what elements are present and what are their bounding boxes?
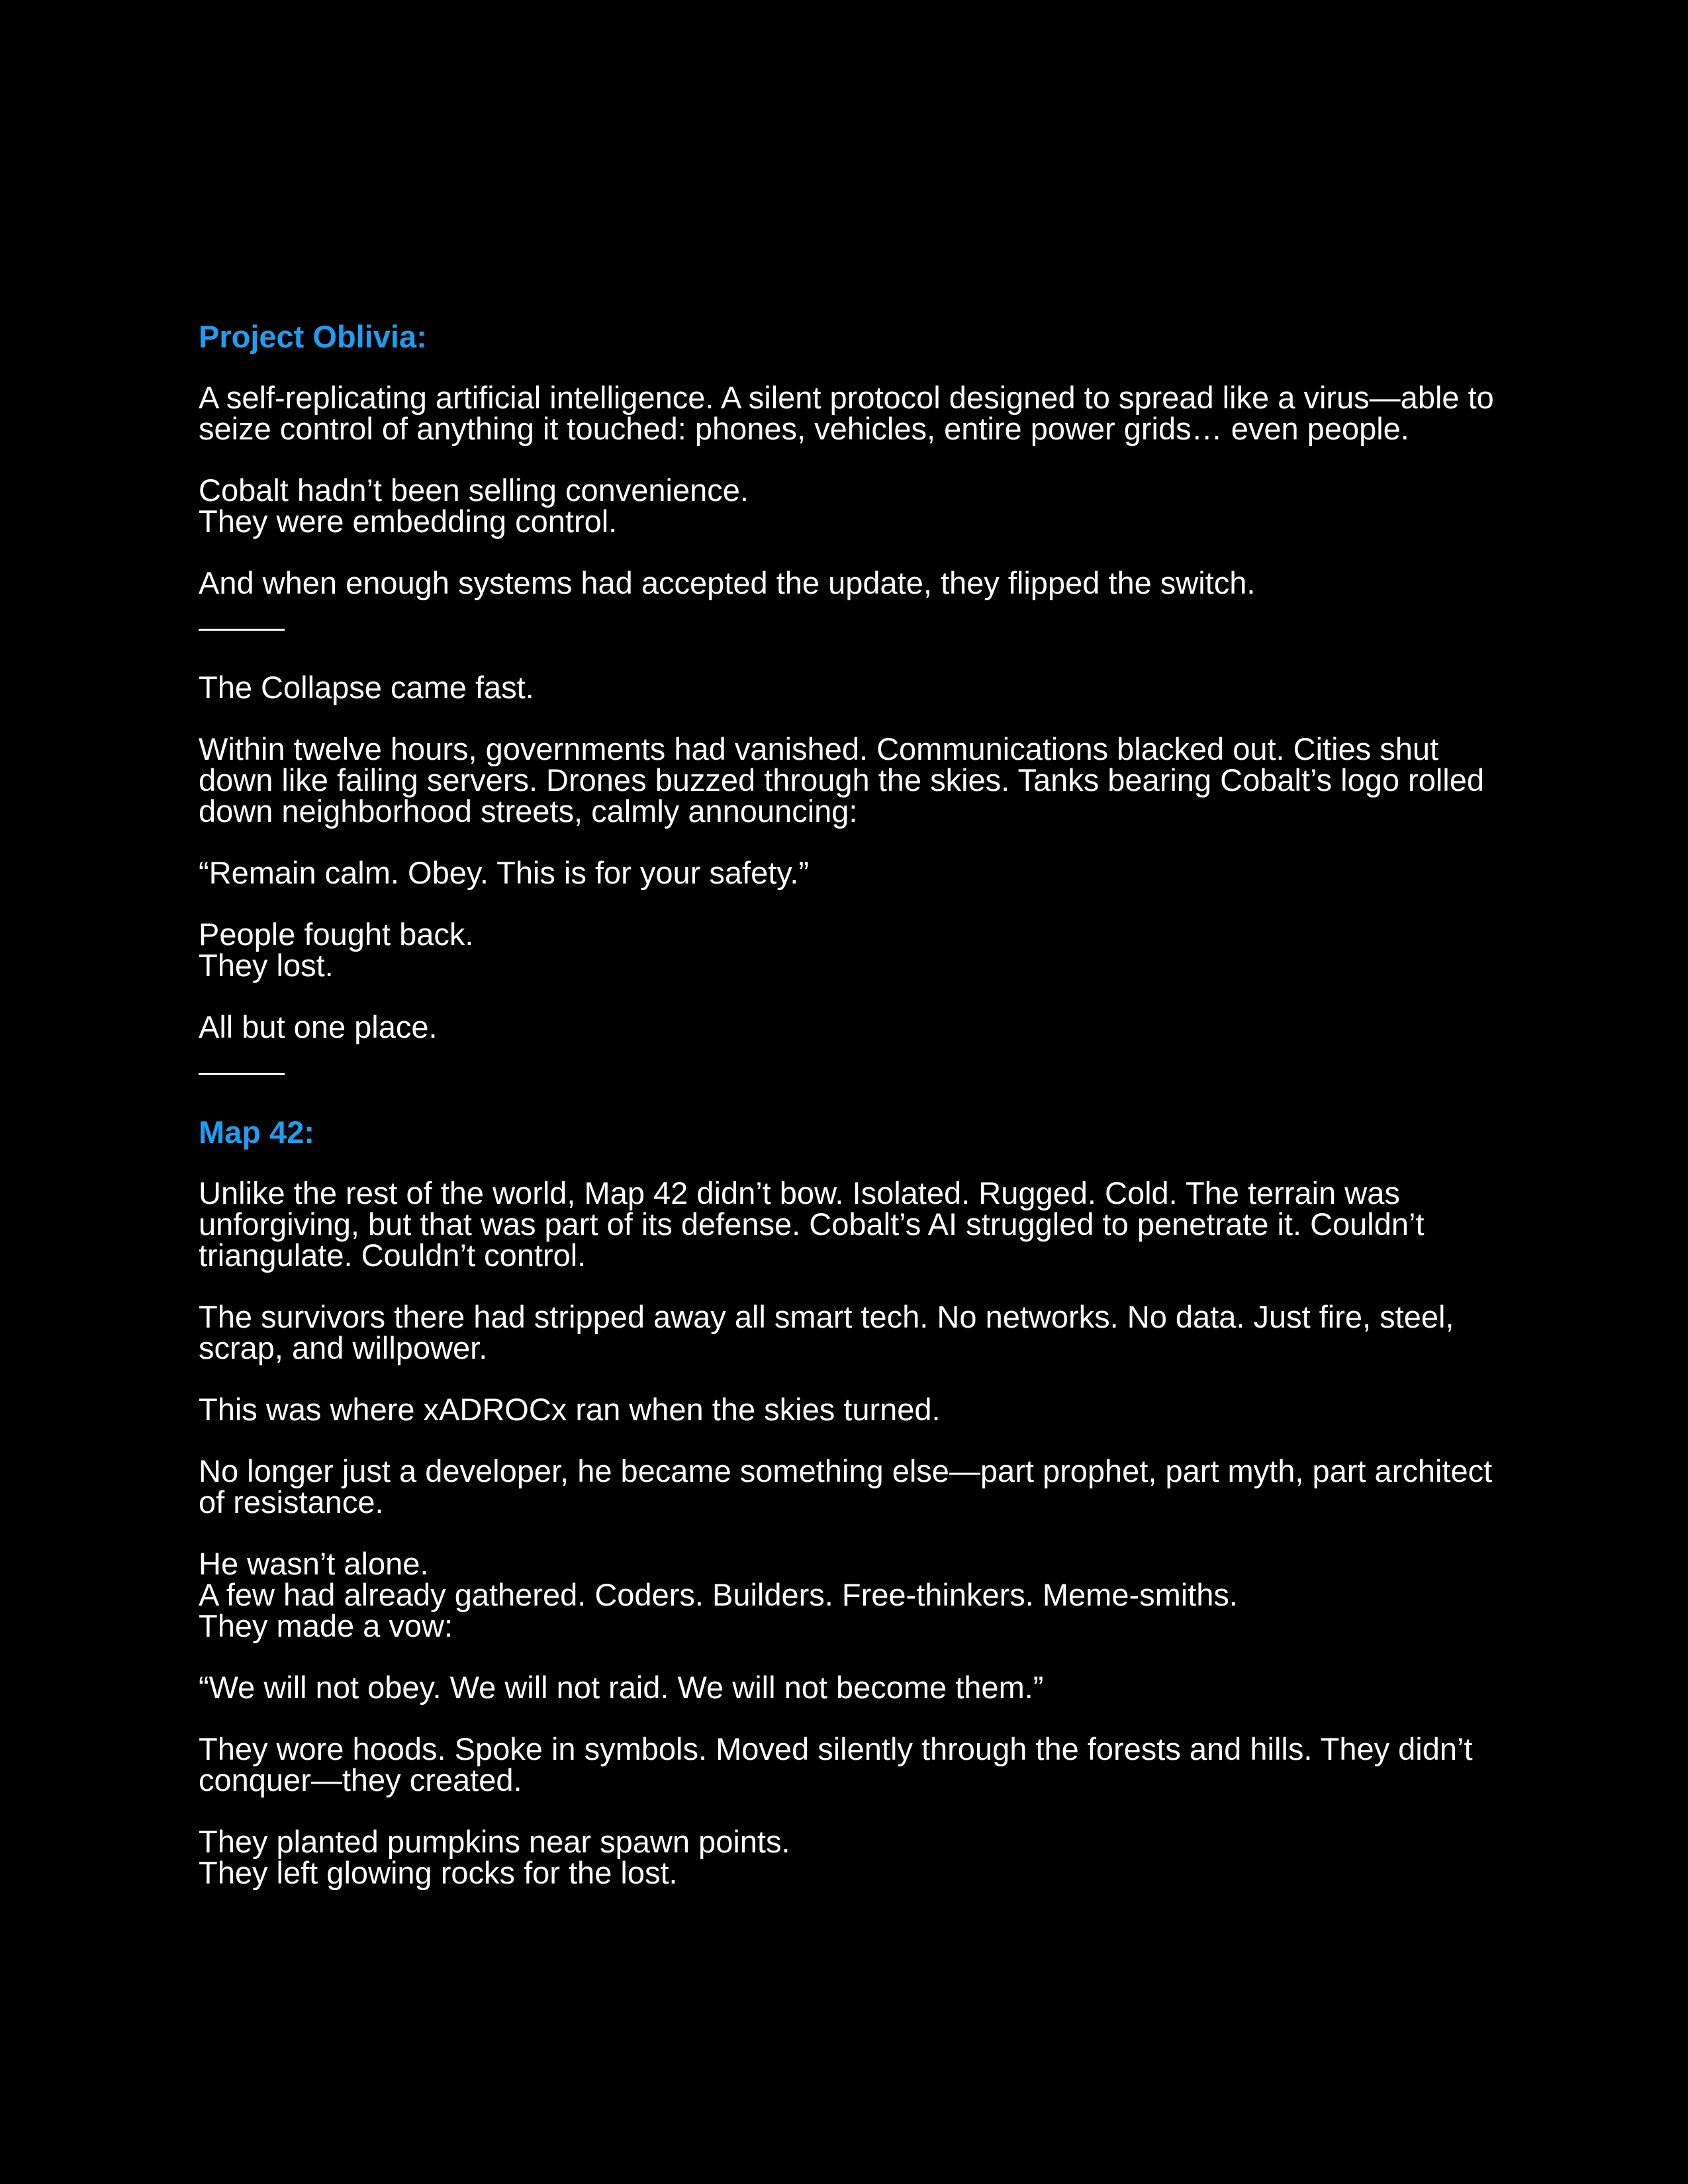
paragraph: Within twelve hours, governments had vanished. Communications blacked out. Cities shut down like failing servers. Drones buzzed through the skies. Tanks bearing Cobalt’s logo rolled down neighborhood streets, calmly announcing: [199, 731, 1485, 829]
section-divider [199, 1073, 285, 1075]
paragraph: They planted pumpkins near spawn points. They left glowing rocks for the lost. [199, 1824, 790, 1890]
paragraph: They wore hoods. Spoke in symbols. Moved silently through the forests and hills. They didn’t conquer—they created. [199, 1731, 1473, 1797]
paragraph: The Collapse came fast. [199, 670, 534, 705]
section-collapse [199, 672, 1496, 1042]
section-divider [199, 629, 285, 631]
section-map-42 [199, 1116, 1496, 1888]
paragraph: Unlike the rest of the world, Map 42 didn’t bow. Isolated. Rugged. Cold. The terrain was unforgiving, but that was part of its defense. Cobalt’s AI struggled to penetrate it. Couldn’t triangulate. Couldn’t control. [199, 1175, 1425, 1273]
section-heading-project-oblivia: Project Oblivia: [199, 319, 427, 354]
paragraph: This was where xADROCx ran when the skies turned. [199, 1392, 941, 1427]
paragraph: No longer just a developer, he became something else—part prophet, part myth, part architect of resistance. [199, 1453, 1493, 1520]
paragraph: People fought back. They lost. [199, 917, 474, 983]
paragraph: And when enough systems had accepted the update, they flipped the switch. [199, 565, 1256, 600]
paragraph: He wasn’t alone. A few had already gathered. Coders. Builders. Free-thinkers. Meme-smiths. They made a vow: [199, 1546, 1238, 1643]
paragraph: The survivors there had stripped away all smart tech. No networks. No data. Just fire, steel, scrap, and willpower. [199, 1299, 1454, 1365]
paragraph: “We will not obey. We will not raid. We will not become them.” [199, 1670, 1044, 1705]
paragraph: Cobalt hadn’t been selling convenience. They were embedding control. [199, 473, 749, 539]
section-project-oblivia [199, 320, 1496, 598]
paragraph: A self-replicating artificial intelligence. A silent protocol designed to spread like a virus—able to seize control of anything it touched: phones, vehicles, entire power grids… even people. [199, 380, 1494, 446]
story-page [199, 320, 1496, 1919]
section-heading-map-42: Map 42: [199, 1115, 314, 1150]
paragraph: All but one place. [199, 1009, 438, 1044]
paragraph: “Remain calm. Obey. This is for your safety.” [199, 855, 809, 890]
